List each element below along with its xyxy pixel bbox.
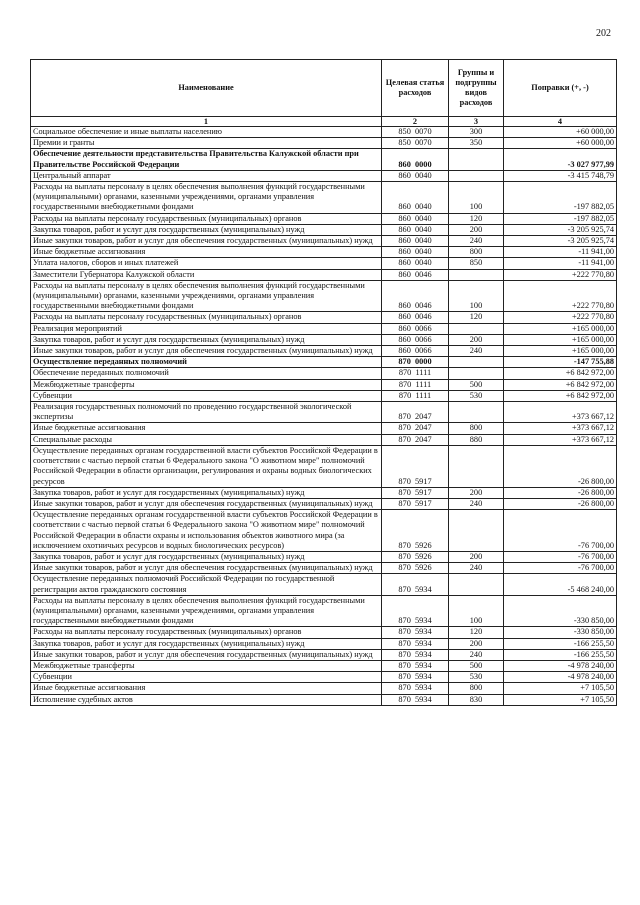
table-row [31, 170, 617, 181]
row-name: Субвенции [31, 390, 382, 401]
table-row [31, 627, 617, 638]
row-expense-group: 200 [449, 487, 504, 498]
row-amendment: +7 105,50 [504, 694, 617, 705]
row-name: Социальное обеспечение и иные выплаты населению [31, 127, 382, 138]
row-expense-group: 120 [449, 627, 504, 638]
row-name: Специальные расходы [31, 434, 382, 445]
row-target-article: 870 5934 [382, 627, 449, 638]
row-amendment: +373 667,12 [504, 402, 617, 423]
row-target-article: 850 0070 [382, 127, 449, 138]
row-amendment: -166 255,50 [504, 638, 617, 649]
row-expense-group: 850 [449, 258, 504, 269]
row-amendment: +165 000,00 [504, 346, 617, 357]
row-expense-group: 880 [449, 434, 504, 445]
row-expense-group: 240 [449, 649, 504, 660]
row-target-article: 860 0040 [382, 236, 449, 247]
row-expense-group: 830 [449, 694, 504, 705]
row-name: Расходы на выплаты персоналу государственных (муниципальных) органов [31, 312, 382, 323]
row-target-article: 850 0070 [382, 138, 449, 149]
table-row [31, 224, 617, 235]
row-expense-group: 300 [449, 127, 504, 138]
row-amendment: +6 842 972,00 [504, 379, 617, 390]
row-name: Осуществление переданных полномочий Российской Федерации по государственной регистрации актов гражданского состояния [31, 574, 382, 595]
row-expense-group: 100 [449, 595, 504, 627]
table-row [31, 510, 617, 552]
row-expense-group [449, 170, 504, 181]
row-target-article: 870 5934 [382, 649, 449, 660]
header-expense-groups: Группы и подгруппы видов расходов [449, 60, 504, 117]
row-expense-group: 240 [449, 236, 504, 247]
row-amendment: -3 027 977,99 [504, 149, 617, 170]
row-amendment: -166 255,50 [504, 649, 617, 660]
table-header-row [31, 60, 617, 117]
row-amendment: -330 850,00 [504, 627, 617, 638]
row-name: Исполнение судебных актов [31, 694, 382, 705]
row-amendment: -76 700,00 [504, 551, 617, 562]
table-row [31, 127, 617, 138]
table-row [31, 247, 617, 258]
row-target-article: 860 0040 [382, 213, 449, 224]
row-expense-group [449, 368, 504, 379]
table-row [31, 368, 617, 379]
table-row [31, 649, 617, 660]
table-row [31, 379, 617, 390]
table-row [31, 213, 617, 224]
row-name: Заместители Губернатора Калужской области [31, 269, 382, 280]
table-row [31, 346, 617, 357]
row-target-article: 870 5934 [382, 638, 449, 649]
column-number-2: 2 [382, 117, 449, 127]
column-number-1: 1 [31, 117, 382, 127]
row-amendment: -197 882,05 [504, 213, 617, 224]
row-expense-group [449, 357, 504, 368]
row-amendment: -11 941,00 [504, 247, 617, 258]
row-amendment: -330 850,00 [504, 595, 617, 627]
row-name: Расходы на выплаты персоналу в целях обеспечения выполнения функций государственными (муниципальными) органами, казенными учреждениями, органами управления государственными внебюджетными фондами [31, 182, 382, 214]
row-name: Иные закупки товаров, работ и услуг для обеспечения государственных (муниципальных) нужд [31, 236, 382, 247]
row-amendment: -26 800,00 [504, 498, 617, 509]
row-name: Иные закупки товаров, работ и услуг для обеспечения государственных (муниципальных) нужд [31, 563, 382, 574]
row-target-article: 870 0000 [382, 357, 449, 368]
row-target-article: 860 0040 [382, 170, 449, 181]
row-target-article: 870 1111 [382, 390, 449, 401]
row-name: Межбюджетные трансферты [31, 379, 382, 390]
row-target-article: 870 5934 [382, 574, 449, 595]
row-expense-group: 240 [449, 346, 504, 357]
row-expense-group: 530 [449, 672, 504, 683]
row-name: Закупка товаров, работ и услуг для государственных (муниципальных) нужд [31, 638, 382, 649]
row-name: Осуществление переданных полномочий [31, 357, 382, 368]
row-name: Иные закупки товаров, работ и услуг для обеспечения государственных (муниципальных) нужд [31, 649, 382, 660]
row-expense-group [449, 269, 504, 280]
row-expense-group: 200 [449, 551, 504, 562]
row-amendment: +165 000,00 [504, 334, 617, 345]
row-expense-group: 200 [449, 224, 504, 235]
row-name: Иные бюджетные ассигнования [31, 247, 382, 258]
row-amendment: +6 842 972,00 [504, 368, 617, 379]
row-amendment: -26 800,00 [504, 445, 617, 487]
table-row [31, 149, 617, 170]
row-name: Иные бюджетные ассигнования [31, 423, 382, 434]
row-name: Иные закупки товаров, работ и услуг для обеспечения государственных (муниципальных) нужд [31, 346, 382, 357]
row-amendment: -76 700,00 [504, 510, 617, 552]
row-name: Межбюджетные трансферты [31, 660, 382, 671]
row-expense-group: 530 [449, 390, 504, 401]
row-name: Расходы на выплаты персоналу государственных (муниципальных) органов [31, 213, 382, 224]
table-row [31, 660, 617, 671]
row-target-article: 870 5934 [382, 694, 449, 705]
row-target-article: 860 0040 [382, 258, 449, 269]
table-row [31, 638, 617, 649]
row-target-article: 870 5926 [382, 563, 449, 574]
row-amendment: -197 882,05 [504, 182, 617, 214]
row-amendment: +222 770,80 [504, 280, 617, 312]
row-target-article: 860 0046 [382, 269, 449, 280]
table-row [31, 334, 617, 345]
row-target-article: 860 0040 [382, 247, 449, 258]
row-name: Субвенции [31, 672, 382, 683]
row-amendment: -3 205 925,74 [504, 236, 617, 247]
row-name: Иные бюджетные ассигнования [31, 683, 382, 694]
header-name: Наименование [31, 60, 382, 117]
row-expense-group: 200 [449, 334, 504, 345]
row-amendment: -76 700,00 [504, 563, 617, 574]
row-expense-group [449, 323, 504, 334]
row-name: Центральный аппарат [31, 170, 382, 181]
row-name: Обеспечение деятельности представительства Правительства Калужской области при Правительстве Российской Федерации [31, 149, 382, 170]
row-expense-group: 100 [449, 280, 504, 312]
row-target-article: 860 0040 [382, 224, 449, 235]
row-expense-group: 800 [449, 247, 504, 258]
row-amendment: +222 770,80 [504, 312, 617, 323]
row-expense-group: 240 [449, 563, 504, 574]
row-expense-group: 500 [449, 660, 504, 671]
row-expense-group: 350 [449, 138, 504, 149]
table-row [31, 390, 617, 401]
row-expense-group: 500 [449, 379, 504, 390]
row-amendment: -5 468 240,00 [504, 574, 617, 595]
table-row [31, 434, 617, 445]
row-target-article: 870 5926 [382, 551, 449, 562]
row-name: Осуществление переданных органам государственной власти субъектов Российской Федерации в соответствии с частью первой статьи 6 Федерального закона "О животном мире" полномочий Российской Федерации в области охраны и использования объектов животного мира (за исключением охотничьих ресурсов и водных биологических ресурсов) [31, 510, 382, 552]
row-expense-group: 120 [449, 213, 504, 224]
row-expense-group [449, 445, 504, 487]
table-row [31, 694, 617, 705]
budget-table [30, 59, 617, 706]
row-expense-group [449, 149, 504, 170]
row-name: Закупка товаров, работ и услуг для государственных (муниципальных) нужд [31, 487, 382, 498]
row-expense-group: 800 [449, 423, 504, 434]
table-row [31, 423, 617, 434]
row-target-article: 870 5934 [382, 683, 449, 694]
row-name: Расходы на выплаты персоналу в целях обеспечения выполнения функций государственными (муниципальными) органами, казенными учреждениями, органами управления государственными внебюджетными фондами [31, 595, 382, 627]
row-amendment: +373 667,12 [504, 434, 617, 445]
row-expense-group: 200 [449, 638, 504, 649]
row-target-article: 870 5917 [382, 498, 449, 509]
row-name: Закупка товаров, работ и услуг для государственных (муниципальных) нужд [31, 551, 382, 562]
column-number-row [31, 117, 617, 127]
row-target-article: 870 1111 [382, 368, 449, 379]
table-row [31, 595, 617, 627]
row-amendment: -147 755,88 [504, 357, 617, 368]
row-target-article: 860 0046 [382, 312, 449, 323]
table-row [31, 551, 617, 562]
table-row [31, 402, 617, 423]
row-target-article: 860 0046 [382, 280, 449, 312]
table-row [31, 563, 617, 574]
row-name: Закупка товаров, работ и услуг для государственных (муниципальных) нужд [31, 334, 382, 345]
row-name: Осуществление переданных органам государственной власти субъектов Российской Федерации в соответствии с частью первой статьи 6 Федерального закона "О животном мире" полномочий Российской Федерации в области организации, регулирования и охраны водных биологических ресурсов [31, 445, 382, 487]
table-row [31, 138, 617, 149]
table-row [31, 498, 617, 509]
column-number-3: 3 [449, 117, 504, 127]
row-target-article: 860 0000 [382, 149, 449, 170]
row-amendment: +222 770,80 [504, 269, 617, 280]
row-name: Расходы на выплаты персоналу государственных (муниципальных) органов [31, 627, 382, 638]
row-name: Обеспечение переданных полномочий [31, 368, 382, 379]
row-name: Уплата налогов, сборов и иных платежей [31, 258, 382, 269]
row-target-article: 860 0066 [382, 334, 449, 345]
table-row [31, 323, 617, 334]
row-target-article: 870 2047 [382, 434, 449, 445]
header-target-article: Целевая статья расходов [382, 60, 449, 117]
row-amendment: +7 105,50 [504, 683, 617, 694]
table-row [31, 258, 617, 269]
row-target-article: 860 0066 [382, 346, 449, 357]
row-name: Реализация мероприятий [31, 323, 382, 334]
row-target-article: 870 5926 [382, 510, 449, 552]
table-row [31, 236, 617, 247]
row-name: Реализация государственных полномочий по проведению государственной экологической экспертизы [31, 402, 382, 423]
row-name: Закупка товаров, работ и услуг для государственных (муниципальных) нужд [31, 224, 382, 235]
row-target-article: 870 1111 [382, 379, 449, 390]
row-amendment: -4 978 240,00 [504, 660, 617, 671]
row-target-article: 870 5917 [382, 445, 449, 487]
row-expense-group: 100 [449, 182, 504, 214]
table-row [31, 683, 617, 694]
row-expense-group: 800 [449, 683, 504, 694]
row-target-article: 870 5917 [382, 487, 449, 498]
page-number: 202 [596, 28, 611, 39]
table-row [31, 672, 617, 683]
table-row [31, 574, 617, 595]
row-amendment: +60 000,00 [504, 127, 617, 138]
row-expense-group [449, 574, 504, 595]
table-row [31, 269, 617, 280]
row-expense-group: 120 [449, 312, 504, 323]
row-target-article: 860 0066 [382, 323, 449, 334]
row-amendment: -26 800,00 [504, 487, 617, 498]
table-row [31, 357, 617, 368]
row-target-article: 870 2047 [382, 423, 449, 434]
row-expense-group: 240 [449, 498, 504, 509]
row-target-article: 870 5934 [382, 672, 449, 683]
column-number-4: 4 [504, 117, 617, 127]
row-name: Премии и гранты [31, 138, 382, 149]
row-target-article: 860 0040 [382, 182, 449, 214]
table-row [31, 487, 617, 498]
row-name: Расходы на выплаты персоналу в целях обеспечения выполнения функций государственными (муниципальными) органами, казенными учреждениями, органами управления государственными внебюджетными фондами [31, 280, 382, 312]
row-amendment: -3 415 748,79 [504, 170, 617, 181]
row-amendment: +60 000,00 [504, 138, 617, 149]
row-name: Иные закупки товаров, работ и услуг для обеспечения государственных (муниципальных) нужд [31, 498, 382, 509]
row-amendment: -3 205 925,74 [504, 224, 617, 235]
header-amendments: Поправки (+, -) [504, 60, 617, 117]
row-amendment: -4 978 240,00 [504, 672, 617, 683]
table-row [31, 312, 617, 323]
row-amendment: +373 667,12 [504, 423, 617, 434]
row-target-article: 870 2047 [382, 402, 449, 423]
row-target-article: 870 5934 [382, 660, 449, 671]
table-row [31, 182, 617, 214]
table-row [31, 280, 617, 312]
row-target-article: 870 5934 [382, 595, 449, 627]
row-expense-group [449, 510, 504, 552]
row-amendment: +165 000,00 [504, 323, 617, 334]
row-amendment: -11 941,00 [504, 258, 617, 269]
row-amendment: +6 842 972,00 [504, 390, 617, 401]
table-row [31, 445, 617, 487]
row-expense-group [449, 402, 504, 423]
